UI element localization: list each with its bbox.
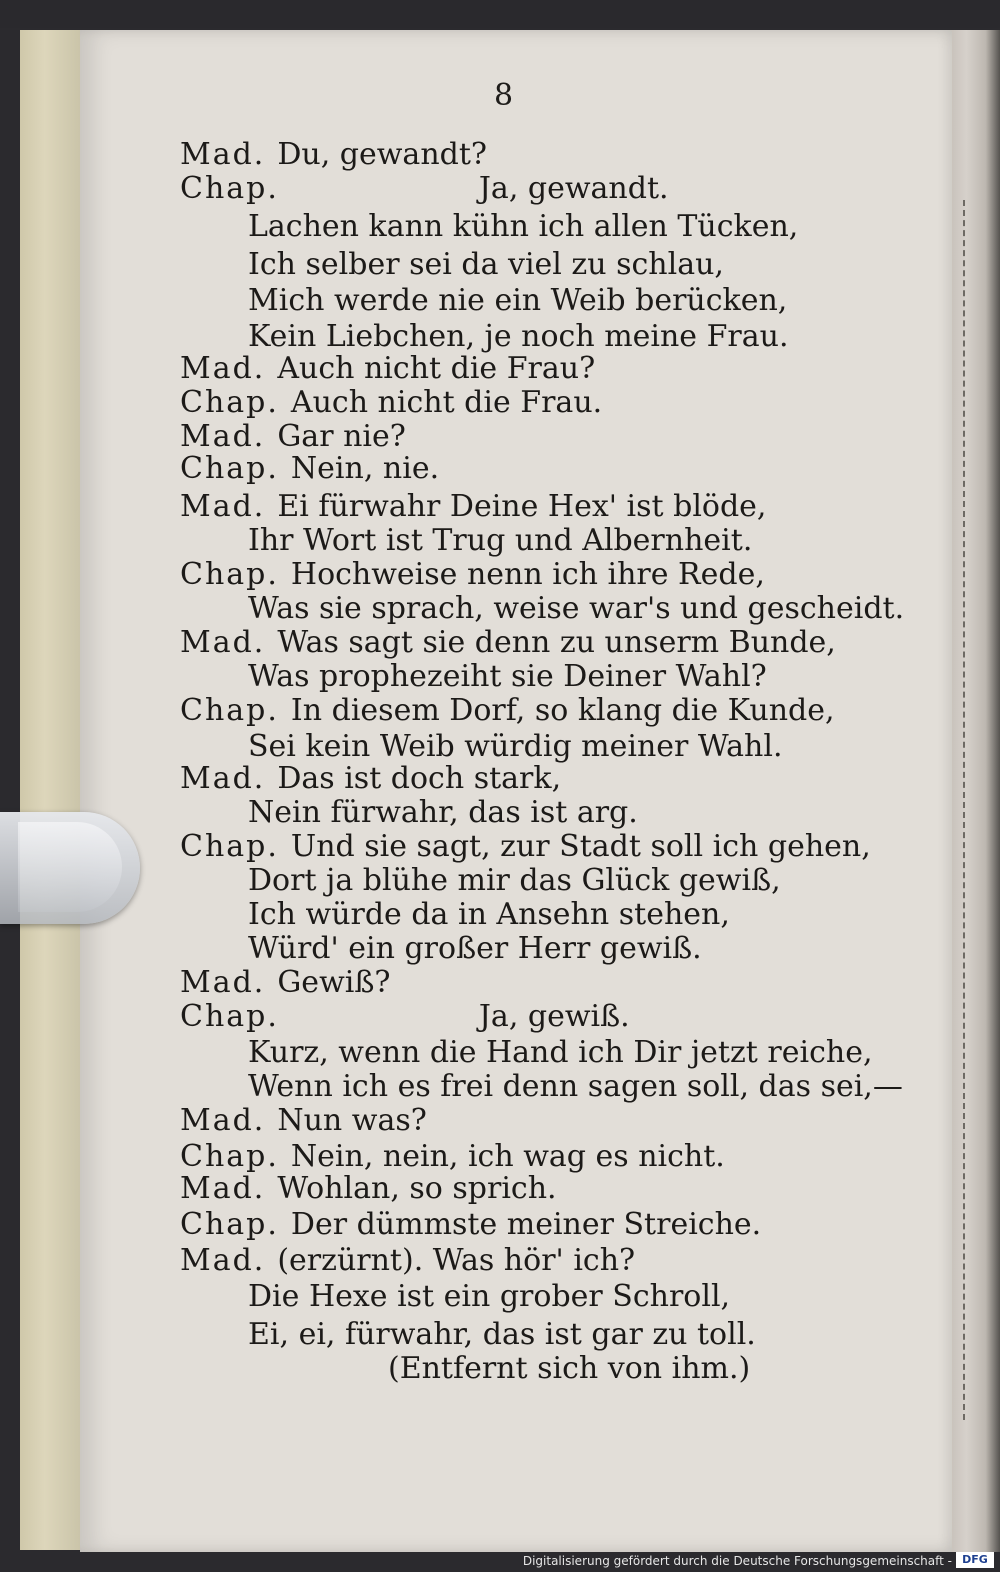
line-text: Mich werde nie ein Weib berücken, — [248, 283, 788, 318]
line-text: Nein, nie. — [290, 451, 440, 486]
line-text: (Entfernt sich von ihm.) — [388, 1351, 751, 1386]
speaker-name: Chap. — [180, 1139, 279, 1174]
verse-line — [248, 1318, 756, 1352]
dialogue-line — [180, 694, 835, 728]
dialogue-line — [180, 1208, 761, 1242]
verse-line — [248, 898, 730, 932]
scan-background-top — [0, 0, 1000, 28]
line-text: Gewiß? — [277, 965, 391, 1000]
speaker-name: Mad. — [180, 1171, 266, 1206]
speaker-name: Mad. — [180, 761, 266, 796]
line-text: Was prophezeiht sie Deiner Wahl? — [248, 659, 767, 694]
verse-line — [248, 932, 702, 966]
verse-line — [248, 320, 789, 354]
line-text: Du, gewandt? — [277, 137, 487, 172]
dfg-logo: DFG — [956, 1552, 994, 1568]
speaker-name: Mad. — [180, 625, 266, 660]
line-text: Auch nicht die Frau. — [290, 385, 603, 420]
line-text: Kurz, wenn die Hand ich Dir jetzt reiche, — [248, 1035, 873, 1070]
dialogue-line — [180, 1140, 725, 1174]
line-text: Wenn ich es frei denn sagen soll, das sei,— — [248, 1069, 903, 1104]
dialogue-line — [180, 420, 406, 454]
line-text: Der dümmste meiner Streiche. — [290, 1207, 762, 1242]
line-text: Was sie sprach, weise war's und gescheidt. — [248, 591, 905, 626]
dialogue-line — [180, 762, 561, 796]
speaker-name: Chap. — [180, 829, 279, 864]
line-text: Ich selber sei da viel zu schlau, — [248, 247, 724, 282]
line-text: Hochweise nenn ich ihre Rede, — [290, 557, 765, 592]
dialogue-line — [180, 558, 765, 592]
speaker-name: Mad. — [180, 1243, 266, 1278]
line-text: Ei fürwahr Deine Hex' ist blöde, — [277, 489, 767, 524]
dialogue-line — [180, 626, 836, 660]
speaker-name: Chap. — [180, 693, 279, 728]
verse-line — [248, 660, 767, 694]
page-number: 8 — [494, 78, 514, 113]
speaker-name: Chap. — [180, 171, 279, 206]
dialogue-line — [180, 386, 602, 420]
dialogue-line — [180, 1104, 427, 1138]
verse-line — [248, 284, 787, 318]
speaker-name: Chap. — [180, 1207, 279, 1242]
verse-line — [248, 524, 752, 558]
speaker-name: Chap. — [180, 557, 279, 592]
line-text: Wohlan, so sprich. — [277, 1171, 557, 1206]
verse-line — [248, 210, 798, 244]
line-text: Nein fürwahr, das ist arg. — [248, 795, 638, 830]
line-text: Ei, ei, fürwahr, das ist gar zu toll. — [248, 1317, 756, 1352]
speaker-name: Mad. — [180, 419, 266, 454]
speaker-name: Mad. — [180, 1103, 266, 1138]
verse-line — [248, 796, 638, 830]
dialogue-line — [180, 352, 595, 386]
dialogue-line — [180, 1000, 630, 1034]
verse-line — [248, 730, 783, 764]
speaker-name: Mad. — [180, 351, 266, 386]
line-text: Ich würde da in Ansehn stehen, — [248, 897, 730, 932]
line-text: In diesem Dorf, so klang die Kunde, — [290, 693, 835, 728]
line-text: Die Hexe ist ein grober Schroll, — [248, 1279, 731, 1314]
verse-line — [248, 1036, 873, 1070]
dialogue-line — [180, 1172, 557, 1206]
verse-line — [248, 1280, 730, 1314]
dialogue-line — [180, 490, 766, 524]
line-text: Sei kein Weib würdig meiner Wahl. — [248, 729, 783, 764]
speaker-name: Chap. — [180, 451, 279, 486]
dialogue-line — [180, 172, 669, 206]
funding-credit: Digitalisierung gefördert durch die Deutsche Forschungsgemeinschaft - — [522, 1554, 952, 1568]
page-gutter — [952, 30, 1000, 1552]
speaker-name: Mad. — [180, 137, 266, 172]
line-text: Dort ja blühe mir das Glück gewiß, — [248, 863, 781, 898]
verse-line — [248, 248, 724, 282]
dialogue-line — [180, 138, 487, 172]
verse-line — [248, 864, 781, 898]
speaker-name: Chap. — [180, 385, 279, 420]
line-text: Ihr Wort ist Trug und Albernheit. — [248, 523, 753, 558]
line-text: Ja, gewandt. — [478, 171, 669, 206]
binding-stitch — [963, 200, 967, 1420]
line-text: Lachen kann kühn ich allen Tücken, — [248, 209, 799, 244]
book-cover-edge — [20, 30, 84, 1550]
line-text: Was sagt sie denn zu unserm Bunde, — [277, 625, 836, 660]
verse-line — [388, 1352, 750, 1386]
line-text: Das ist doch stark, — [277, 761, 562, 796]
line-text: Und sie sagt, zur Stadt soll ich gehen, — [290, 829, 871, 864]
line-text: Gar nie? — [277, 419, 406, 454]
speaker-name: Mad. — [180, 489, 266, 524]
dialogue-line — [180, 830, 871, 864]
line-text: Kein Liebchen, je noch meine Frau. — [248, 319, 789, 354]
line-text: Ja, gewiß. — [478, 999, 630, 1034]
line-text: Auch nicht die Frau? — [277, 351, 596, 386]
dialogue-line — [180, 966, 390, 1000]
speaker-name: Mad. — [180, 965, 266, 1000]
line-text: Nein, nein, ich wag es nicht. — [290, 1139, 725, 1174]
dialogue-line — [180, 452, 439, 486]
page-holder-clip — [0, 812, 140, 924]
speaker-name: Chap. — [180, 999, 279, 1034]
verse-line — [248, 592, 904, 626]
verse-line — [248, 1070, 903, 1104]
line-text: Würd' ein großer Herr gewiß. — [248, 931, 702, 966]
dialogue-line — [180, 1244, 635, 1278]
line-text: (erzürnt). Was hör' ich? — [277, 1243, 636, 1278]
line-text: Nun was? — [277, 1103, 427, 1138]
